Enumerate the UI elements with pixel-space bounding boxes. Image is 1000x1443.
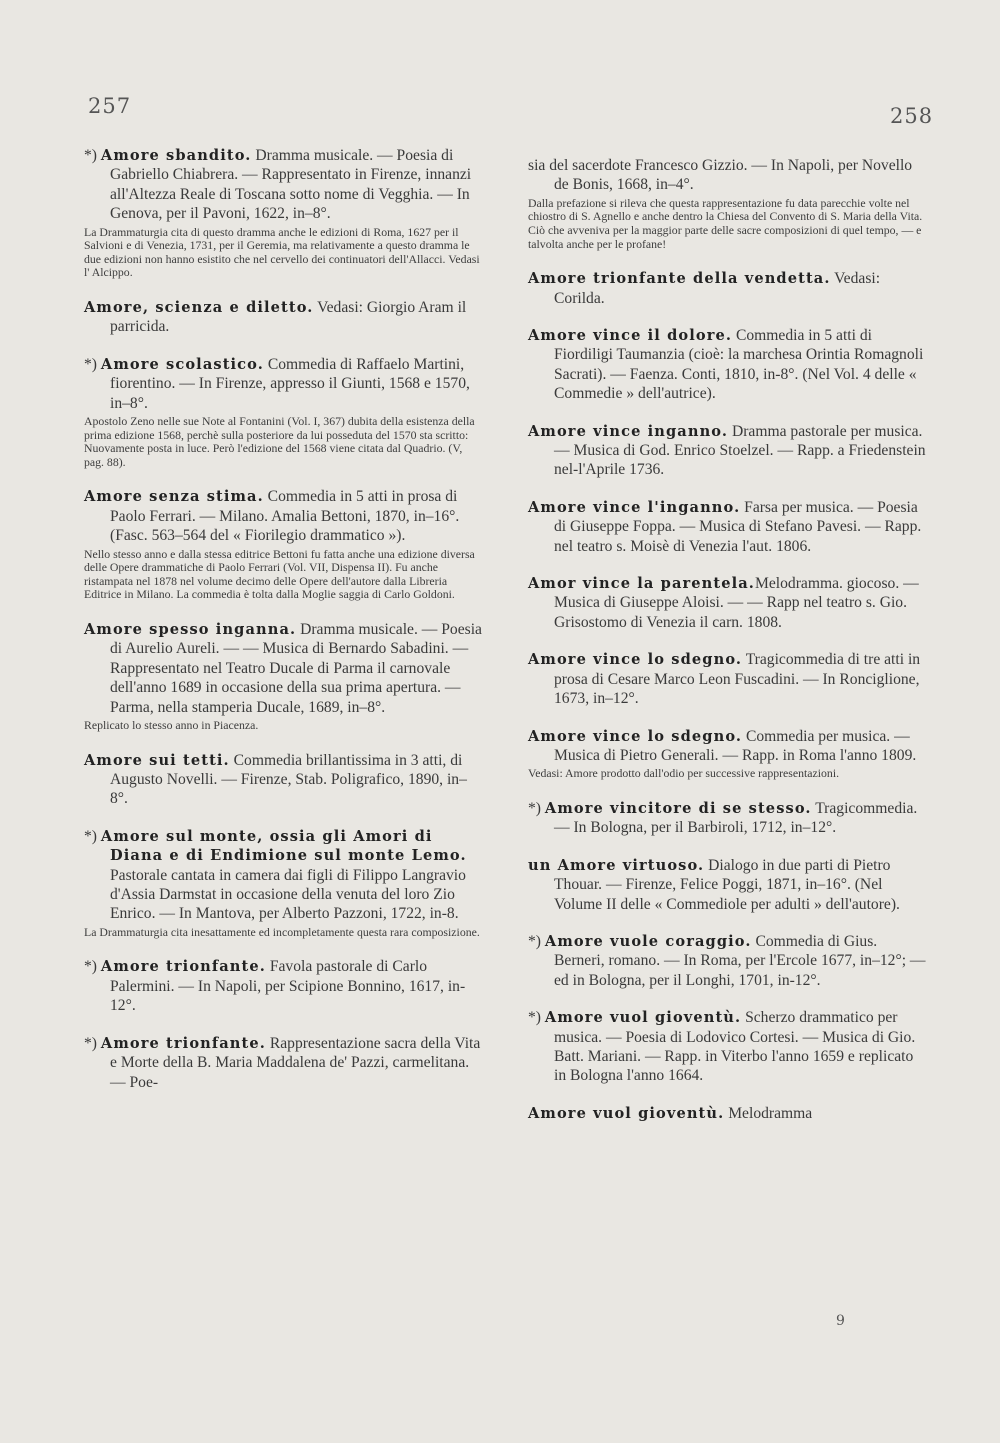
entry-description: Rappresentazione sacra della Vita e Morte della B. Maria Maddalena de' Pazzi, carmelitana. — Poe-: [110, 1034, 481, 1091]
left-column: [84, 146, 484, 1092]
entry-text: [84, 487, 484, 545]
entry-description: Tragicommedia di tre atti in prosa di Cesare Marco Leon Fuscadini. — In Ronciglione, 1673, in–12°.: [554, 651, 921, 708]
entry-text: [84, 355, 484, 413]
entry-text: [528, 799, 928, 838]
asterisk-mark: *): [84, 147, 101, 164]
page-number-left: 257: [88, 94, 132, 118]
entry-text: [528, 574, 928, 632]
entry-headword: Amore vuol gioventù.: [528, 1104, 725, 1122]
entry-headword: Amore senza stima.: [84, 488, 264, 506]
entry-text: [528, 856, 928, 914]
entry-text: [84, 827, 484, 924]
dictionary-entry: [528, 422, 928, 480]
asterisk-mark: *): [84, 958, 101, 976]
entry-headword: Amore vince inganno.: [528, 422, 729, 440]
page-number-right: 258: [890, 104, 934, 128]
asterisk-mark: *): [528, 799, 545, 817]
entry-headword: Amore trionfante.: [100, 958, 266, 976]
entry-description: Scherzo drammatico per musica. — Poesia di Lodovico Cortesi. — Musica di Gio. Batt. Mariani. — Rapp. in Viterbo l'anno 1659 e replicato in Bologna l'anno 1664.: [554, 1009, 916, 1085]
entry-description: Commedia per musica. — Musica di Pietro Generali. — Rapp. in Roma l'anno 1809.: [554, 727, 917, 764]
asterisk-mark: *): [84, 827, 101, 845]
entry-description: Commedia in 5 atti in prosa di Paolo Ferrari. — Milano. Amalia Bettoni, 1870, in–16°. (Fasc. 563–564 del « Fiorilegio drammatico »).: [110, 488, 460, 545]
right-column: [528, 156, 928, 1123]
dictionary-entry: [528, 799, 928, 838]
entry-note: Replicato lo stesso anno in Piacenza.: [84, 718, 259, 733]
entry-text: [528, 1104, 928, 1123]
dictionary-entry: [84, 1034, 484, 1092]
dictionary-entry: [84, 355, 484, 470]
entry-headword: Amore vuole coraggio.: [544, 932, 752, 950]
dictionary-entry: [84, 298, 484, 337]
entry-description: Tragicommedia. — In Bologna, per il Barbiroli, 1712, in–12°.: [554, 799, 918, 837]
entry-text: [84, 298, 484, 337]
entry-text: [528, 727, 928, 766]
entry-description: Farsa per musica. — Poesia di Giuseppe Foppa. — Musica di Stefano Pavesi. — Rapp. nel teatro s. Moisè di Venezia l'aut. 1806.: [554, 498, 922, 555]
entry-description: Dramma pastorale per musica. — Musica di God. Enrico Stoelzel. — Rapp. a Friedenstein nel-l'Aprile 1736.: [554, 422, 926, 479]
entry-note: La Drammaturgia cita di questo dramma anche le edizioni di Roma, 1627 per il Salvioni e di Venezia, 1731, per il Geremia, ma relativamente a questo dramma le due edizioni non hanno esistito che nel cervello dei continuatori dell'Allacci. Vedasi l' Alcippo.: [84, 224, 480, 280]
asterisk-mark: *): [528, 1009, 545, 1027]
entry-headword: Amor vince la parentela.: [528, 575, 755, 593]
entry-description: sia del sacerdote Francesco Gizzio. — In Napoli, per Novello de Bonis, 1668, in–4°.: [528, 157, 913, 194]
dictionary-entry: [528, 1008, 928, 1086]
entry-note: Nello stesso anno e dalla stessa editrice Bettoni fu fatta anche una edizione diversa delle Opere drammatiche di Paolo Ferrari (Vol. VII, Dispensa II). Fu anche ristampata nel 1878 nel volume decimo delle Opere dell'autore dalla Libreria Editrice in Milano. La commedia è tolta dalla Moglie saggia di Carlo Goldoni.: [84, 546, 475, 602]
entry-description: Favola pastorale di Carlo Palermini. — In Napoli, per Scipione Bonnino, 1617, in-12°.: [110, 958, 466, 1015]
entry-text: [84, 620, 484, 717]
entry-headword: Amore sui tetti.: [84, 751, 230, 769]
entry-headword: Amore vince l'inganno.: [528, 498, 741, 516]
entry-headword: Amore, scienza e diletto.: [84, 299, 314, 316]
dictionary-entry: [528, 1104, 928, 1123]
dictionary-entry: [84, 620, 484, 733]
entry-description: Commedia brillantissima in 3 atti, di Augusto Novelli. — Firenze, Stab. Poligrafico, 1890, in–8°.: [110, 751, 467, 808]
dictionary-entry: [528, 326, 928, 404]
entry-headword: Amore vincitore di se stesso.: [544, 799, 812, 817]
entry-description: Melodramma. giocoso. — Musica di Giuseppe Aloisi. — — Rapp nel teatro s. Gio. Grisostomo di Venezia il carn. 1808.: [554, 575, 919, 631]
entry-headword: Amore spesso inganna.: [84, 621, 297, 638]
entry-note: Apostolo Zeno nelle sue Note al Fontanini (Vol. I, 367) dubita della esistenza della prima edizione 1568, perchè sulla posteriore da lui posseduta del 1570 sta scritto: Nuovamente posta in luce. Però l'edizione del 1568 viene citata dal Quadrio. (V, pag. 88).: [84, 414, 475, 469]
entry-text: [84, 146, 484, 224]
entry-headword: Amore scolastico.: [100, 355, 264, 373]
dictionary-entry: [528, 650, 928, 708]
dictionary-entry: [528, 932, 928, 990]
entry-text: [528, 269, 928, 308]
entry-text: [528, 422, 928, 480]
entry-text: [84, 957, 484, 1015]
asterisk-mark: *): [84, 355, 101, 373]
entry-headword: Amore trionfante.: [100, 1034, 266, 1052]
entry-description: Pastorale cantata in camera dai figli di Filippo Langravio d'Assia Darmstat in occasione della venuta del loro Zio Enrico. — In Mantova, per Alberto Pazzoni, 1722, in-8.: [110, 866, 466, 923]
dictionary-entry: [528, 498, 928, 556]
asterisk-mark: *): [528, 932, 545, 950]
entry-description: Commedia di Raffaelo Martini, fiorentino. — In Firenze, appresso il Giunti, 1568 e 1570, in–8°.: [110, 355, 470, 412]
entry-headword: Amore vince lo sdegno.: [528, 727, 743, 745]
entry-description: Dramma musicale. — Poesia di Gabriello Chiabrera. — Rappresentato in Firenze, innanzi all'Altezza Reale di Toscana sotto nome di Vegghia. — In Genova, per il Pavoni, 1622, in–8°.: [110, 147, 472, 223]
entry-text: [528, 932, 928, 990]
entry-description: Dialogo in due parti di Pietro Thouar. — Firenze, Felice Poggi, 1871, in–16°. (Nel Volume II delle « Commediole per adulti » dell'autore).: [554, 856, 900, 913]
entry-headword: Amore vince il dolore.: [528, 327, 733, 344]
entry-description: Melodramma: [724, 1104, 813, 1122]
asterisk-mark: *): [84, 1034, 101, 1052]
dictionary-entry: [528, 727, 928, 781]
entry-headword: Amore vuol gioventù.: [544, 1009, 742, 1027]
dictionary-entry: [528, 269, 928, 308]
dictionary-entry: [528, 156, 928, 251]
dictionary-entry: [84, 146, 484, 280]
entry-note: Dalla prefazione si rileva che questa rappresentazione fu data parecchie volte nel chiostro di S. Agnello e anche dentro la Chiesa del Convento di S. Maria della Vita. Ciò che avveniva per la maggior parte delle sacre composizioni di quel tempo, — e talvolta anche per le profane!: [528, 195, 923, 251]
entry-text: [528, 498, 928, 556]
signature-mark: 9: [836, 1313, 846, 1329]
entry-headword: un Amore virtuoso.: [528, 856, 705, 874]
entry-headword: Amore sbandito.: [100, 147, 252, 164]
entry-note: La Drammaturgia cita inesattamente ed incompletamente questa rara composizione.: [84, 924, 480, 939]
dictionary-entry: [528, 856, 928, 914]
entry-text: [528, 650, 928, 708]
entry-text: [528, 1008, 928, 1086]
dictionary-entry: [84, 957, 484, 1015]
dictionary-entry: [84, 751, 484, 809]
dictionary-entry: [84, 487, 484, 602]
entry-text: [528, 156, 928, 195]
entry-headword: Amore vince lo sdegno.: [528, 651, 743, 669]
entry-text: [528, 326, 928, 404]
entry-headword: Amore sul monte, ossia gli Amori di Diana e di Endimione sul monte Lemo.: [100, 827, 467, 865]
entry-description: Dramma musicale. — Poesia di Aurelio Aureli. — — Musica di Bernardo Sabadini. — Rappresentato nel Teatro Ducale di Parma il carnovale dell'anno 1689 in occasione della sua prima apertura. — Parma, nella stamperia Ducale, 1689, in–8°.: [110, 621, 482, 716]
entry-description: Vedasi: Giorgio Aram il parricida.: [110, 299, 467, 336]
entry-headword: Amore trionfante della vendetta.: [528, 270, 831, 288]
dictionary-entry: [528, 574, 928, 632]
entry-note: Vedasi: Amore prodotto dall'odio per successive rappresentazioni.: [528, 766, 840, 781]
entry-text: [84, 1034, 484, 1092]
entry-text: [84, 751, 484, 809]
entry-description: Vedasi: Corilda.: [554, 270, 881, 307]
entry-description: Commedia in 5 atti di Fiordiligi Taumanzia (cioè: la marchesa Orintia Romagnoli Sacrati). — Faenza. Conti, 1810, in-8°. (Nel Vol. 4 delle « Commedie » dell'autrice).: [554, 327, 924, 403]
entry-description: Commedia di Gius. Berneri, romano. — In Roma, per l'Ercole 1677, in–12°; — ed in Bologna, per il Longhi, 1701, in-12°.: [554, 932, 926, 989]
dictionary-entry: [84, 827, 484, 940]
